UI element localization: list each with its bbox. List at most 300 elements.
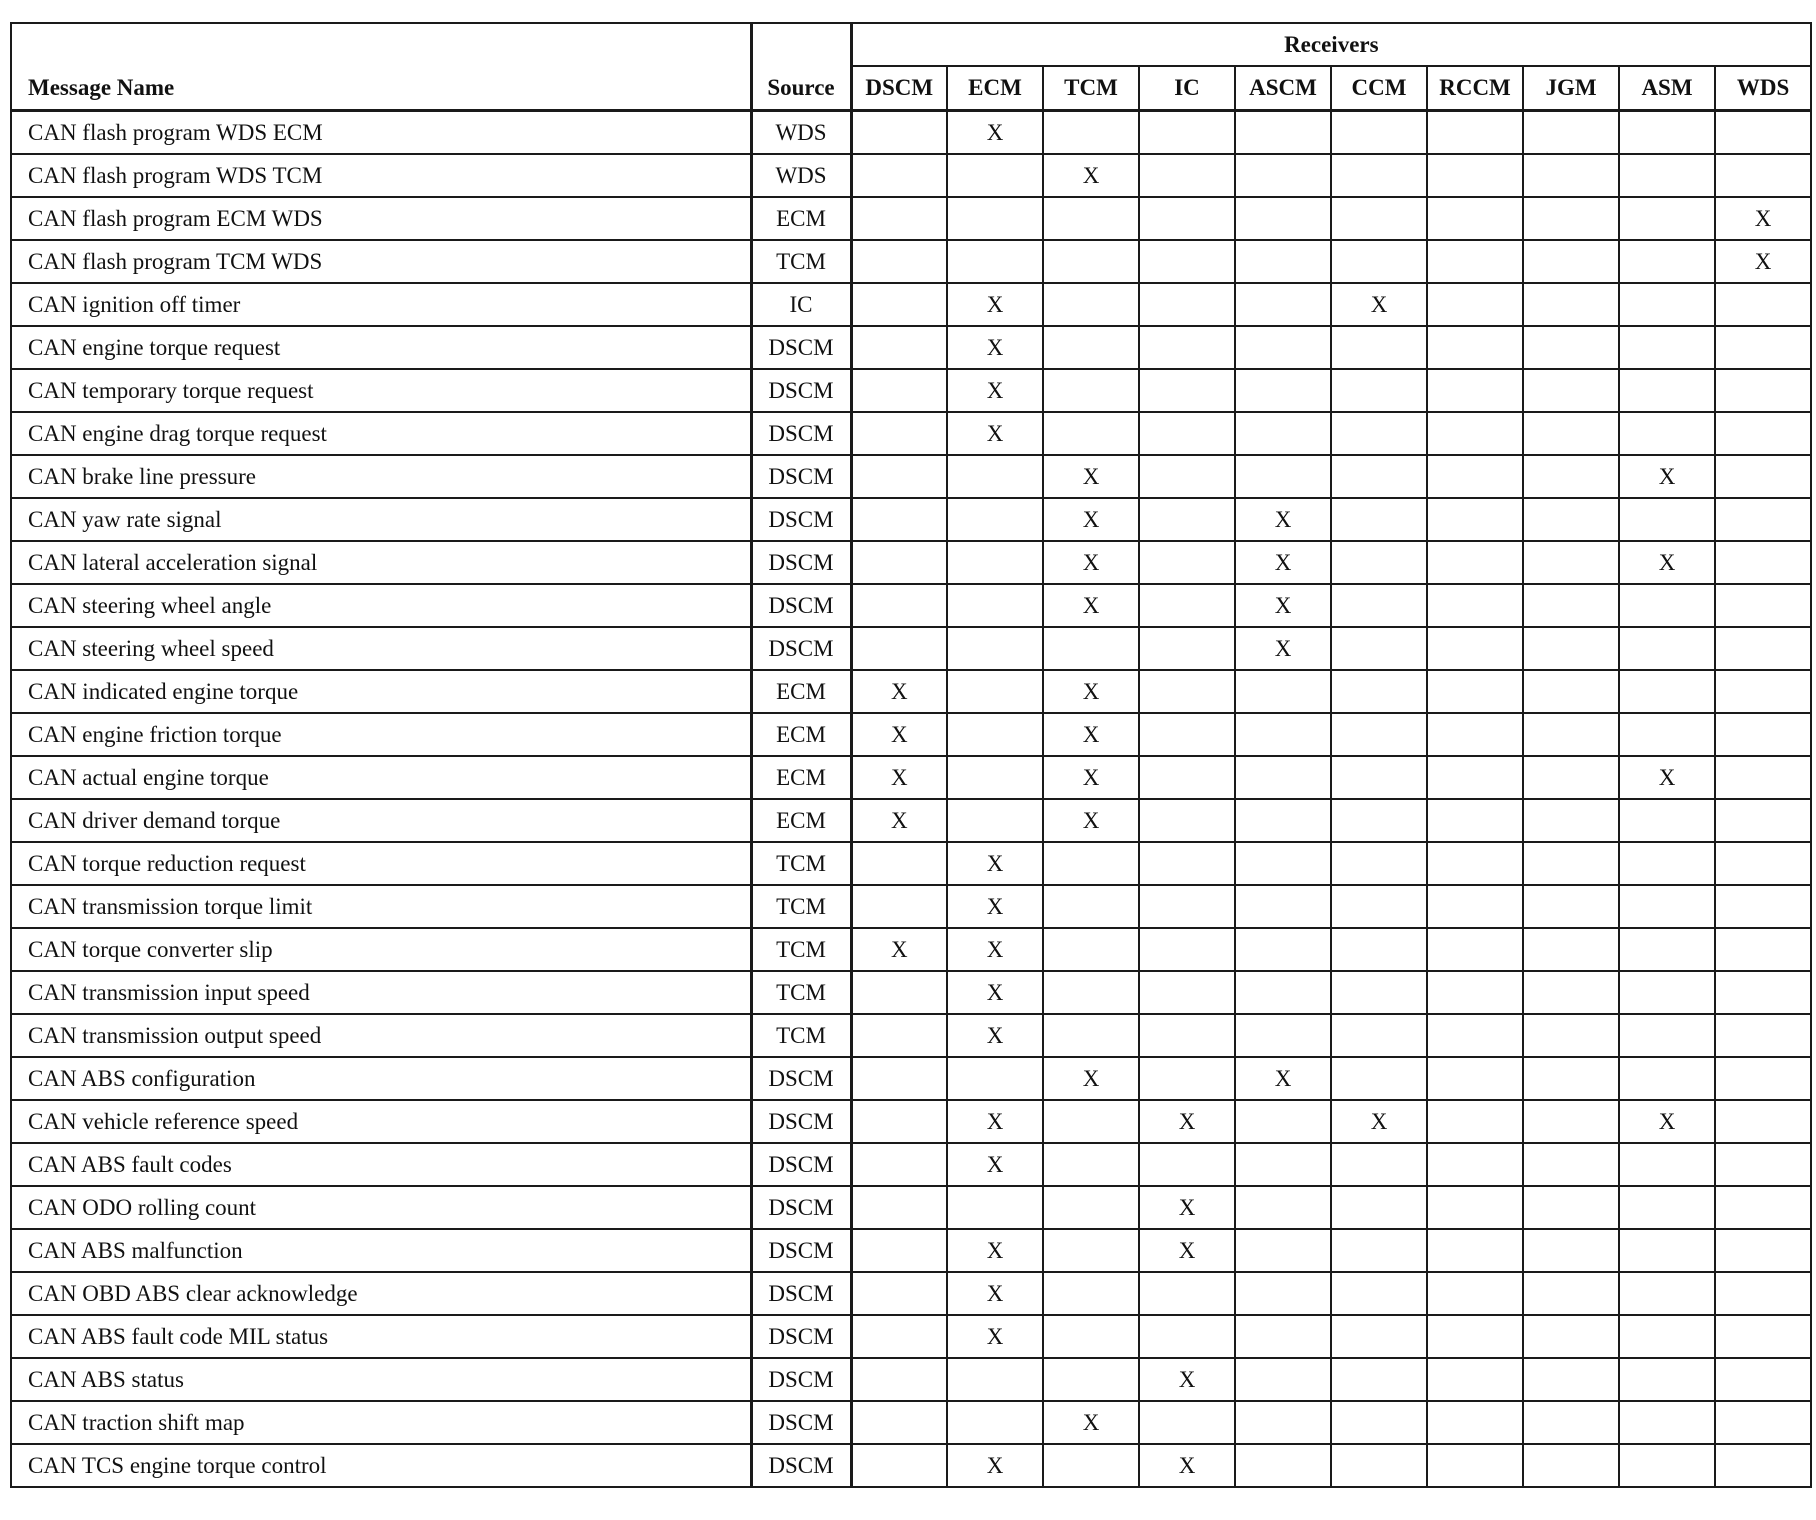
receiver-cell-rccm [1427,928,1523,971]
receiver-cell-ascm [1235,713,1331,756]
source-cell: DSCM [751,1401,851,1444]
receiver-cell-dscm: X [851,670,947,713]
receiver-cell-tcm: X [1043,1401,1139,1444]
table-row [11,713,1811,756]
receiver-cell-ascm [1235,412,1331,455]
receiver-cell-asm: X [1619,1100,1715,1143]
receiver-cell-ecm: X [947,928,1043,971]
table-row [11,1100,1811,1143]
source-cell: DSCM [751,1444,851,1487]
receiver-cell-dscm [851,584,947,627]
message-name-cell: CAN flash program TCM WDS [11,240,751,283]
receiver-cell-tcm [1043,369,1139,412]
receivers-group-header: Receivers [851,23,1811,66]
table-row [11,1401,1811,1444]
receiver-cell-dscm [851,1272,947,1315]
receiver-cell-jgm [1523,756,1619,799]
receiver-cell-jgm [1523,584,1619,627]
receiver-cell-wds [1715,971,1811,1014]
receiver-cell-dscm [851,1014,947,1057]
receiver-cell-ccm [1331,1358,1427,1401]
source-cell: DSCM [751,1057,851,1100]
table-row [11,627,1811,670]
receiver-cell-ccm [1331,1186,1427,1229]
receiver-cell-rccm [1427,670,1523,713]
table-row [11,799,1811,842]
receiver-cell-ecm [947,670,1043,713]
receiver-cell-ecm [947,455,1043,498]
receiver-cell-ecm [947,154,1043,197]
receiver-header-tcm: TCM [1043,66,1139,111]
receiver-cell-dscm [851,197,947,240]
receiver-header-ccm: CCM [1331,66,1427,111]
receiver-cell-jgm [1523,1358,1619,1401]
receiver-cell-asm [1619,326,1715,369]
receiver-cell-ascm: X [1235,498,1331,541]
receiver-cell-ic [1139,885,1235,928]
receiver-cell-ecm: X [947,885,1043,928]
receiver-cell-jgm [1523,1444,1619,1487]
table-row [11,541,1811,584]
receiver-cell-ecm [947,627,1043,670]
receiver-cell-ic: X [1139,1229,1235,1272]
receiver-cell-wds: X [1715,197,1811,240]
receiver-cell-tcm [1043,1229,1139,1272]
receiver-cell-jgm [1523,928,1619,971]
receiver-cell-ecm [947,713,1043,756]
receiver-cell-ecm [947,756,1043,799]
receiver-cell-asm [1619,154,1715,197]
receiver-cell-wds [1715,670,1811,713]
receiver-cell-tcm [1043,412,1139,455]
receiver-cell-wds [1715,1229,1811,1272]
table-row [11,1444,1811,1487]
receiver-cell-asm [1619,498,1715,541]
table-row [11,1315,1811,1358]
receiver-cell-asm [1619,1057,1715,1100]
message-name-cell: CAN transmission output speed [11,1014,751,1057]
receiver-cell-asm [1619,1143,1715,1186]
receiver-cell-jgm [1523,885,1619,928]
receiver-cell-wds [1715,713,1811,756]
receiver-cell-ic [1139,283,1235,326]
receiver-cell-ic [1139,1014,1235,1057]
receiver-cell-asm [1619,1186,1715,1229]
receiver-cell-jgm [1523,799,1619,842]
message-name-cell: CAN ignition off timer [11,283,751,326]
source-cell: DSCM [751,412,851,455]
receiver-cell-dscm [851,885,947,928]
table-row [11,928,1811,971]
receiver-cell-dscm: X [851,799,947,842]
receiver-cell-asm [1619,1401,1715,1444]
receiver-cell-asm [1619,1444,1715,1487]
source-cell: DSCM [751,1186,851,1229]
receiver-cell-dscm: X [851,928,947,971]
receiver-cell-jgm [1523,369,1619,412]
receiver-cell-jgm [1523,197,1619,240]
source-cell: DSCM [751,541,851,584]
receiver-header-wds: WDS [1715,66,1811,111]
message-name-cell: CAN ABS status [11,1358,751,1401]
source-cell: DSCM [751,1100,851,1143]
table-row [11,455,1811,498]
receiver-cell-dscm [851,283,947,326]
message-name-cell: CAN indicated engine torque [11,670,751,713]
table-row [11,1358,1811,1401]
receiver-cell-tcm [1043,627,1139,670]
receiver-cell-rccm [1427,541,1523,584]
receiver-cell-ccm [1331,541,1427,584]
receiver-cell-jgm [1523,842,1619,885]
receiver-cell-wds [1715,498,1811,541]
receiver-cell-rccm [1427,1272,1523,1315]
receiver-cell-jgm [1523,1315,1619,1358]
receiver-cell-rccm [1427,885,1523,928]
receiver-cell-ecm: X [947,283,1043,326]
receiver-cell-ic [1139,197,1235,240]
source-cell: DSCM [751,1315,851,1358]
receiver-cell-ic: X [1139,1444,1235,1487]
receiver-cell-ascm [1235,1315,1331,1358]
source-cell: ECM [751,713,851,756]
receiver-cell-asm [1619,971,1715,1014]
receiver-cell-ccm [1331,498,1427,541]
receiver-cell-tcm [1043,197,1139,240]
receiver-header-rccm: RCCM [1427,66,1523,111]
receiver-cell-asm [1619,1358,1715,1401]
receiver-cell-wds [1715,928,1811,971]
receiver-cell-dscm [851,240,947,283]
receiver-cell-ecm [947,1358,1043,1401]
receiver-cell-tcm [1043,240,1139,283]
receiver-cell-tcm [1043,111,1139,155]
receiver-cell-tcm [1043,971,1139,1014]
receiver-cell-jgm [1523,154,1619,197]
receiver-cell-tcm [1043,842,1139,885]
receiver-cell-jgm [1523,971,1619,1014]
table-row [11,154,1811,197]
table-row [11,1143,1811,1186]
receiver-header-ic: IC [1139,66,1235,111]
receiver-cell-ic [1139,713,1235,756]
receiver-cell-dscm: X [851,713,947,756]
receiver-cell-rccm [1427,369,1523,412]
receiver-cell-asm: X [1619,541,1715,584]
table-row [11,1272,1811,1315]
receiver-cell-ecm [947,584,1043,627]
receiver-cell-ic [1139,584,1235,627]
receiver-cell-dscm [851,111,947,155]
receiver-cell-ecm: X [947,971,1043,1014]
receiver-cell-wds [1715,283,1811,326]
receiver-cell-asm [1619,799,1715,842]
receiver-cell-wds [1715,541,1811,584]
receiver-cell-ic [1139,928,1235,971]
message-name-cell: CAN engine drag torque request [11,412,751,455]
receiver-cell-asm [1619,1315,1715,1358]
receiver-cell-ic [1139,756,1235,799]
receiver-cell-ic: X [1139,1186,1235,1229]
receiver-cell-ccm [1331,326,1427,369]
receiver-cell-ccm [1331,369,1427,412]
receiver-cell-asm [1619,1014,1715,1057]
receiver-cell-ccm [1331,1272,1427,1315]
receiver-cell-ascm: X [1235,627,1331,670]
receiver-cell-asm: X [1619,756,1715,799]
source-cell: ECM [751,197,851,240]
receiver-cell-rccm [1427,154,1523,197]
receiver-cell-jgm [1523,627,1619,670]
receiver-cell-tcm [1043,1186,1139,1229]
receiver-cell-ascm [1235,1401,1331,1444]
receiver-cell-ecm [947,541,1043,584]
receiver-cell-tcm [1043,283,1139,326]
receiver-cell-wds [1715,412,1811,455]
receiver-cell-ic [1139,369,1235,412]
table-row [11,885,1811,928]
receiver-cell-ic [1139,154,1235,197]
receiver-cell-tcm [1043,928,1139,971]
table-row [11,326,1811,369]
receiver-cell-asm [1619,369,1715,412]
message-name-cell: CAN OBD ABS clear acknowledge [11,1272,751,1315]
receiver-cell-asm [1619,885,1715,928]
source-cell: TCM [751,928,851,971]
receiver-cell-ascm [1235,971,1331,1014]
receiver-cell-ascm [1235,1444,1331,1487]
receiver-cell-asm [1619,928,1715,971]
receiver-cell-jgm [1523,455,1619,498]
receiver-cell-dscm: X [851,756,947,799]
receiver-cell-tcm [1043,326,1139,369]
source-cell: DSCM [751,455,851,498]
receiver-cell-ccm [1331,1014,1427,1057]
receiver-cell-jgm [1523,1401,1619,1444]
receiver-cell-ascm [1235,1358,1331,1401]
table-row [11,498,1811,541]
receiver-header-ascm: ASCM [1235,66,1331,111]
receiver-cell-dscm [851,498,947,541]
receiver-cell-ecm [947,240,1043,283]
receiver-cell-tcm: X [1043,498,1139,541]
receiver-cell-ic [1139,1143,1235,1186]
receiver-cell-ccm [1331,799,1427,842]
source-cell: TCM [751,1014,851,1057]
receiver-cell-ic [1139,1272,1235,1315]
source-cell: TCM [751,885,851,928]
receiver-cell-jgm [1523,1186,1619,1229]
message-name-cell: CAN flash program WDS ECM [11,111,751,155]
receiver-cell-jgm [1523,713,1619,756]
receiver-cell-rccm [1427,326,1523,369]
receiver-cell-dscm [851,1401,947,1444]
receiver-cell-ic: X [1139,1358,1235,1401]
receiver-cell-ccm [1331,584,1427,627]
receiver-cell-ic: X [1139,1100,1235,1143]
receiver-cell-dscm [851,1143,947,1186]
receiver-cell-ascm [1235,1014,1331,1057]
receiver-cell-tcm [1043,1315,1139,1358]
receiver-cell-ascm [1235,1272,1331,1315]
receiver-cell-ccm [1331,713,1427,756]
message-name-cell: CAN vehicle reference speed [11,1100,751,1143]
receiver-cell-ecm: X [947,369,1043,412]
source-cell: TCM [751,842,851,885]
receiver-cell-ccm [1331,1401,1427,1444]
receiver-cell-jgm [1523,326,1619,369]
receiver-cell-dscm [851,369,947,412]
receiver-cell-ccm [1331,240,1427,283]
receiver-cell-wds [1715,885,1811,928]
receiver-cell-tcm: X [1043,1057,1139,1100]
table-body [11,111,1811,1488]
receiver-cell-rccm [1427,283,1523,326]
receiver-cell-asm: X [1619,455,1715,498]
receiver-cell-wds [1715,1100,1811,1143]
receiver-cell-ccm [1331,1057,1427,1100]
receiver-cell-rccm [1427,1143,1523,1186]
source-cell: DSCM [751,584,851,627]
receiver-cell-rccm [1427,240,1523,283]
receiver-cell-ecm: X [947,1014,1043,1057]
message-name-cell: CAN lateral acceleration signal [11,541,751,584]
receiver-cell-wds [1715,1272,1811,1315]
receiver-cell-dscm [851,154,947,197]
receiver-cell-ic [1139,1057,1235,1100]
receiver-cell-dscm [851,971,947,1014]
receiver-cell-ecm [947,1401,1043,1444]
receiver-cell-ccm [1331,842,1427,885]
receiver-cell-asm [1619,412,1715,455]
receiver-cell-wds [1715,799,1811,842]
receiver-cell-ascm [1235,1186,1331,1229]
receiver-cell-wds [1715,627,1811,670]
message-name-cell: CAN transmission input speed [11,971,751,1014]
receiver-cell-dscm [851,1315,947,1358]
receiver-cell-dscm [851,1229,947,1272]
receiver-cell-rccm [1427,1186,1523,1229]
message-name-cell: CAN flash program ECM WDS [11,197,751,240]
receiver-cell-dscm [851,455,947,498]
message-name-header: Message Name [11,23,751,111]
source-cell: TCM [751,240,851,283]
source-cell: DSCM [751,1272,851,1315]
receiver-cell-jgm [1523,670,1619,713]
receiver-cell-tcm [1043,1272,1139,1315]
receiver-cell-ic [1139,799,1235,842]
receiver-cell-ic [1139,627,1235,670]
receiver-cell-rccm [1427,627,1523,670]
receiver-cell-rccm [1427,1315,1523,1358]
message-name-cell: CAN temporary torque request [11,369,751,412]
table-header [11,23,1811,111]
receiver-cell-ascm [1235,326,1331,369]
receiver-cell-dscm [851,1100,947,1143]
receiver-cell-ascm [1235,111,1331,155]
receiver-cell-tcm [1043,885,1139,928]
receiver-cell-dscm [851,1057,947,1100]
table-row [11,971,1811,1014]
source-cell: ECM [751,799,851,842]
receiver-cell-rccm [1427,584,1523,627]
receiver-cell-wds [1715,154,1811,197]
receiver-cell-ecm: X [947,1143,1043,1186]
receiver-cell-wds [1715,1444,1811,1487]
receiver-cell-jgm [1523,240,1619,283]
receiver-cell-ic [1139,326,1235,369]
source-cell: ECM [751,756,851,799]
table-row [11,670,1811,713]
source-cell: WDS [751,154,851,197]
message-name-cell: CAN ABS configuration [11,1057,751,1100]
receiver-cell-ccm [1331,111,1427,155]
receiver-cell-ic [1139,111,1235,155]
receiver-cell-asm [1619,283,1715,326]
receiver-cell-dscm [851,412,947,455]
receiver-cell-ccm [1331,1444,1427,1487]
receiver-cell-tcm: X [1043,670,1139,713]
receiver-cell-ccm [1331,412,1427,455]
message-name-cell: CAN steering wheel speed [11,627,751,670]
receiver-cell-rccm [1427,197,1523,240]
receiver-cell-wds [1715,455,1811,498]
receiver-cell-dscm [851,326,947,369]
receiver-cell-ccm [1331,971,1427,1014]
receiver-cell-wds [1715,842,1811,885]
receiver-cell-wds: X [1715,240,1811,283]
source-cell: WDS [751,111,851,155]
receiver-cell-tcm: X [1043,756,1139,799]
table-row [11,1186,1811,1229]
receiver-cell-rccm [1427,1100,1523,1143]
table-row [11,412,1811,455]
message-name-cell: CAN ABS malfunction [11,1229,751,1272]
source-cell: DSCM [751,1143,851,1186]
receiver-header-ecm: ECM [947,66,1043,111]
receiver-cell-ascm: X [1235,541,1331,584]
receiver-cell-ecm: X [947,1229,1043,1272]
receiver-cell-ascm [1235,283,1331,326]
receiver-cell-ecm: X [947,326,1043,369]
receiver-cell-tcm [1043,1143,1139,1186]
receiver-cell-ascm: X [1235,1057,1331,1100]
receiver-cell-rccm [1427,455,1523,498]
receiver-cell-rccm [1427,1358,1523,1401]
message-name-cell: CAN TCS engine torque control [11,1444,751,1487]
receiver-cell-asm [1619,1229,1715,1272]
source-cell: TCM [751,971,851,1014]
receiver-cell-ecm [947,799,1043,842]
receiver-cell-asm [1619,197,1715,240]
receiver-cell-ecm: X [947,1272,1043,1315]
receiver-cell-ascm [1235,928,1331,971]
message-name-cell: CAN brake line pressure [11,455,751,498]
receiver-cell-ic [1139,412,1235,455]
message-name-cell: CAN steering wheel angle [11,584,751,627]
receiver-cell-ic [1139,670,1235,713]
receiver-cell-tcm: X [1043,154,1139,197]
receiver-cell-tcm [1043,1014,1139,1057]
receiver-cell-ecm: X [947,1100,1043,1143]
table-row [11,1229,1811,1272]
receiver-cell-wds [1715,1057,1811,1100]
receiver-cell-rccm [1427,713,1523,756]
receiver-cell-jgm [1523,1100,1619,1143]
receiver-cell-ascm [1235,369,1331,412]
receiver-cell-ascm [1235,240,1331,283]
receiver-cell-rccm [1427,971,1523,1014]
